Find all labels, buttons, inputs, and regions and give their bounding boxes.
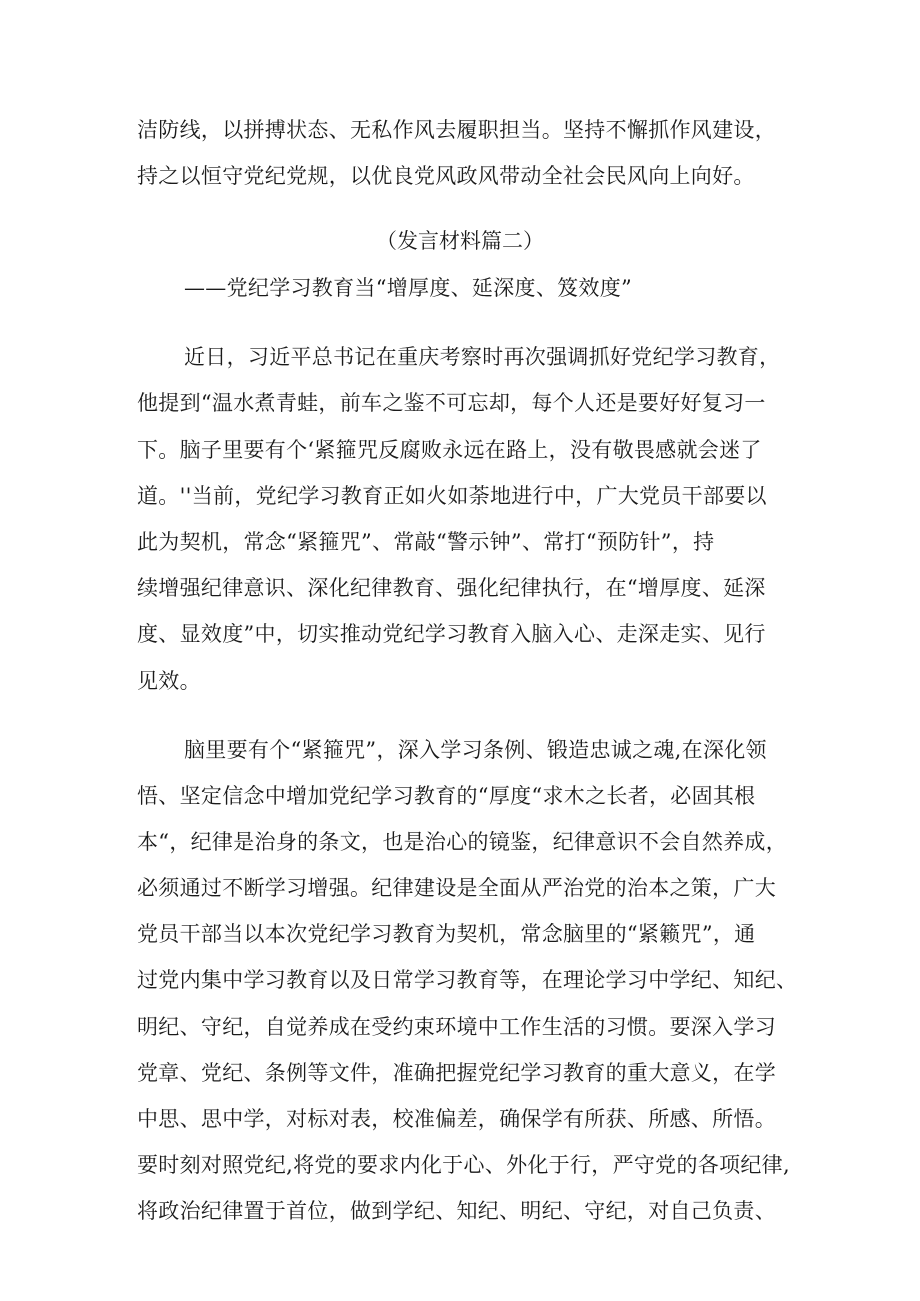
section-subheading: ——党纪学习教育当“增厚度、延深度、笈效度” — [184, 276, 633, 300]
paragraph2-line: 悟、坚定信念中增加党纪学习教育的“厚度“求木之长者，必固其根 — [137, 784, 756, 808]
paragraph2-line: 中思、思中学，对标对表，校准偏差，确保学有所获、所感、所悟。 — [137, 1107, 776, 1131]
paragraph2-line: 必须通过不断学习增强。纪律建设是全面从严治党的治本之策，广大 — [137, 876, 776, 900]
paragraph2-line: 明纪、守纪，自觉养成在受约束环境中工作生活的习惯。要深入学习 — [137, 1015, 776, 1039]
paragraph2-line: 党章、党纪、条例等文件，准确把握党纪学习教育的重大意义，在学 — [137, 1061, 776, 1085]
paragraph1-line: 道。''当前，党纪学习教育正如火如荼地进行中，广大党员干部要以 — [137, 484, 767, 508]
paragraph1-line: 他提到“温水煮青蛙，前车之鉴不可忘却，每个人还是要好好复习一 — [137, 391, 766, 415]
section-heading: （发言材料篇二） — [376, 229, 544, 253]
paragraph1-line: 下。脑子里要有个‘紧箍咒反腐败永远在路上，没有敬畏感就会迷了 — [137, 438, 762, 462]
intro-line: 洁防线，以拼搏状态、无私作风去履职担当。坚持不懈抓作风建设， — [137, 118, 776, 142]
paragraph1-line: 续增强纪律意识、深化纪律教育、强化纪律执行，在“增厚度、延深 — [137, 576, 766, 600]
paragraph1-line: 度、显效度”中，切实推动党纪学习教育入脑入心、走深走实、见行 — [137, 622, 766, 646]
intro-line: 持之以恒守党纪党规，以优良党风政风带动全社会民风向上向好。 — [137, 164, 755, 188]
paragraph1-line: 此为契机，常念“紧箍咒”、常敲“警示钟”、常打“预防针”，持 — [137, 530, 715, 554]
paragraph2-line: 要时刻对照党纪,将党的要求内化于心、外化于行，严守党的各项纪律, — [137, 1153, 790, 1177]
paragraph2-line: 将政治纪律置于首位，做到学纪、知纪、明纪、守纪，对自己负责、 — [137, 1199, 776, 1223]
paragraph2-line: 脑里要有个“紧箍咒”，深入学习条例、锻造忠诚之魂,在深化领 — [184, 738, 767, 762]
paragraph2-line: 过党内集中学习教育以及日常学习教育等，在理论学习中学纪、知纪、 — [137, 968, 798, 992]
paragraph1-line: 近日，习近平总书记在重庆考察时再次强调抓好党纪学习教育， — [184, 345, 781, 369]
paragraph2-line: 本“，纪律是治身的条文，也是治心的镜鉴，纪律意识不会自然养成， — [137, 830, 788, 854]
paragraph2-line: 党员干部当以本次党纪学习教育为契机，常念脑里的“紧籁咒”，通 — [137, 922, 756, 946]
paragraph1-line: 见效。 — [137, 669, 201, 693]
